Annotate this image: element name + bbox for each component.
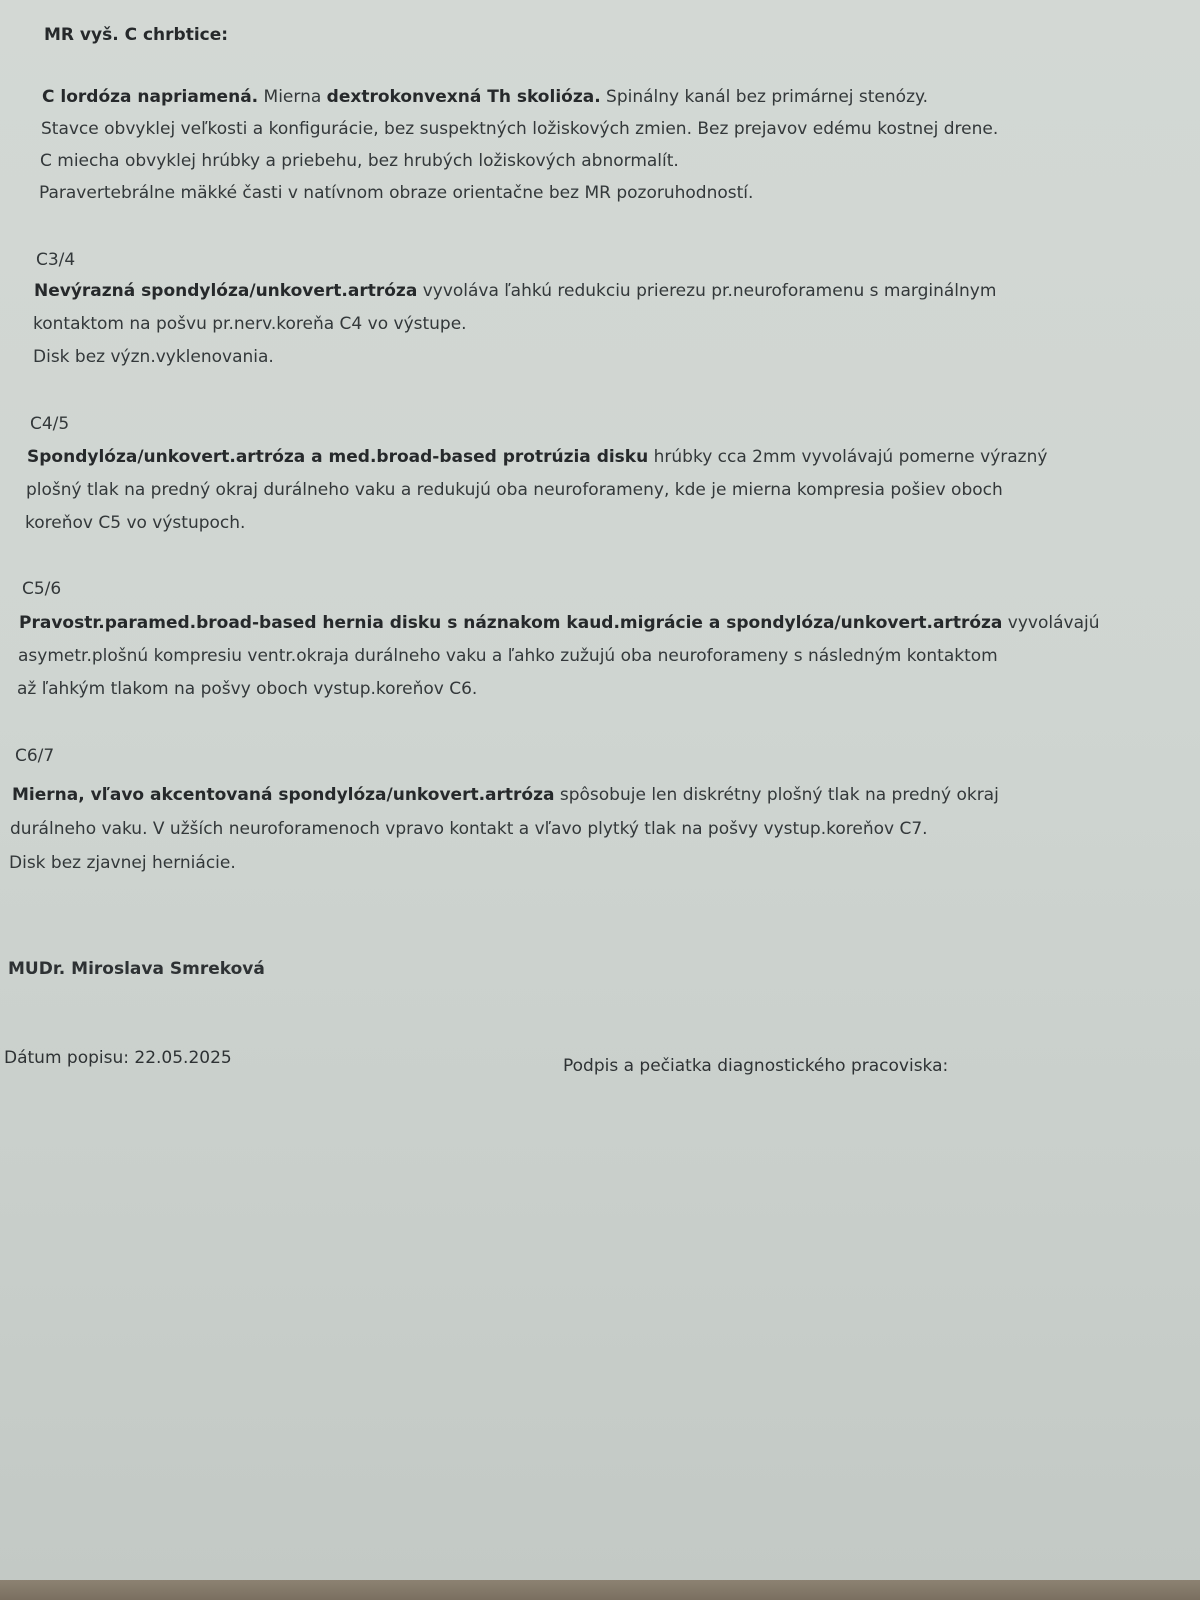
text-run: Disk bez zjavnej herniácie. — [9, 853, 236, 873]
section-c3-4-line-3 — [33, 346, 274, 368]
section-c3-4-line-1 — [34, 280, 996, 302]
section-c3-4-line-2 — [33, 313, 467, 335]
section-c5-6-line-1 — [19, 612, 1099, 634]
text-run: koreňov C5 vo výstupoch. — [25, 513, 246, 533]
emphasized-text: C lordóza napriamená. — [42, 87, 259, 107]
text-run: vyvolávajú — [1002, 613, 1100, 633]
text-run: kontaktom na pošvu pr.nerv.koreňa C4 vo výstupe. — [33, 314, 467, 334]
text-run: spôsobuje len diskrétny plošný tlak na predný okraj — [554, 785, 999, 805]
report-title: MR vyš. C chrbtice: — [44, 25, 229, 45]
doctor-name: MUDr. Miroslava Smreková — [8, 959, 265, 979]
general-line-1 — [42, 86, 928, 108]
text-run: Paravertebrálne mäkké časti v natívnom obraze orientačne bez MR pozoruhodností. — [39, 183, 754, 203]
section-c5-6-line-3 — [17, 678, 477, 700]
section-c5-6-line-2 — [18, 645, 998, 667]
section-c6-7-line-1 — [12, 784, 999, 806]
emphasized-text: dextrokonvexná Th skolióza. — [326, 87, 601, 107]
signature-stamp-label: Podpis a pečiatka diagnostického pracoviska: — [563, 1056, 949, 1076]
text-run: až ľahkým tlakom na pošvy oboch vystup.koreňov C6. — [17, 679, 478, 699]
emphasized-text: Mierna, vľavo akcentovaná spondylóza/unkovert.artróza — [12, 785, 555, 805]
section-heading-c4-5: C4/5 — [30, 414, 70, 434]
report-date: Dátum popisu: 22.05.2025 — [4, 1048, 232, 1068]
general-line-3 — [40, 150, 679, 172]
text-run: Disk bez význ.vyklenovania. — [33, 347, 274, 367]
general-line-2 — [41, 118, 998, 140]
general-line-4 — [39, 182, 753, 204]
section-heading-c3-4: C3/4 — [36, 250, 76, 270]
text-run: vyvoláva ľahkú redukciu prierezu pr.neuroforamenu s marginálnym — [417, 281, 997, 301]
section-c4-5-line-2 — [26, 479, 1003, 501]
text-run: Spinálny kanál bez primárnej stenózy. — [600, 87, 929, 107]
emphasized-text: Spondylóza/unkovert.artróza a med.broad-based protrúzia disku — [27, 447, 649, 467]
section-c4-5-line-3 — [25, 512, 245, 534]
section-heading-c5-6: C5/6 — [22, 579, 62, 599]
text-run: Stavce obvyklej veľkosti a konfigurácie, bez suspektných ložiskových zmien. Bez prejavov edému kostnej drene. — [41, 119, 999, 139]
text-run: plošný tlak na predný okraj durálneho vaku a redukujú oba neuroforameny, kde je mierna kompresia pošiev oboch — [26, 480, 1003, 500]
text-run: C miecha obvyklej hrúbky a priebehu, bez hrubých ložiskových abnormalít. — [40, 151, 679, 171]
section-c6-7-line-3 — [9, 852, 236, 874]
section-c6-7-line-2 — [10, 818, 928, 840]
section-c4-5-line-1 — [27, 446, 1047, 468]
text-run: hrúbky cca 2mm vyvolávajú pomerne výrazný — [648, 447, 1048, 467]
emphasized-text: Pravostr.paramed.broad-based hernia disku s náznakom kaud.migrácie a spondylóza/unkovert.artróza — [19, 613, 1003, 633]
emphasized-text: Nevýrazná spondylóza/unkovert.artróza — [34, 281, 418, 301]
text-run: durálneho vaku. V užších neuroforamenoch vpravo kontakt a vľavo plytký tlak na pošvy vystup.koreňov C7. — [10, 819, 928, 839]
text-run: asymetr.plošnú kompresiu ventr.okraja durálneho vaku a ľahko zužujú oba neuroforameny s následným kontaktom — [18, 646, 998, 666]
section-heading-c6-7: C6/7 — [15, 746, 55, 766]
text-run: Mierna — [258, 87, 327, 107]
table-surface — [0, 1580, 1200, 1600]
